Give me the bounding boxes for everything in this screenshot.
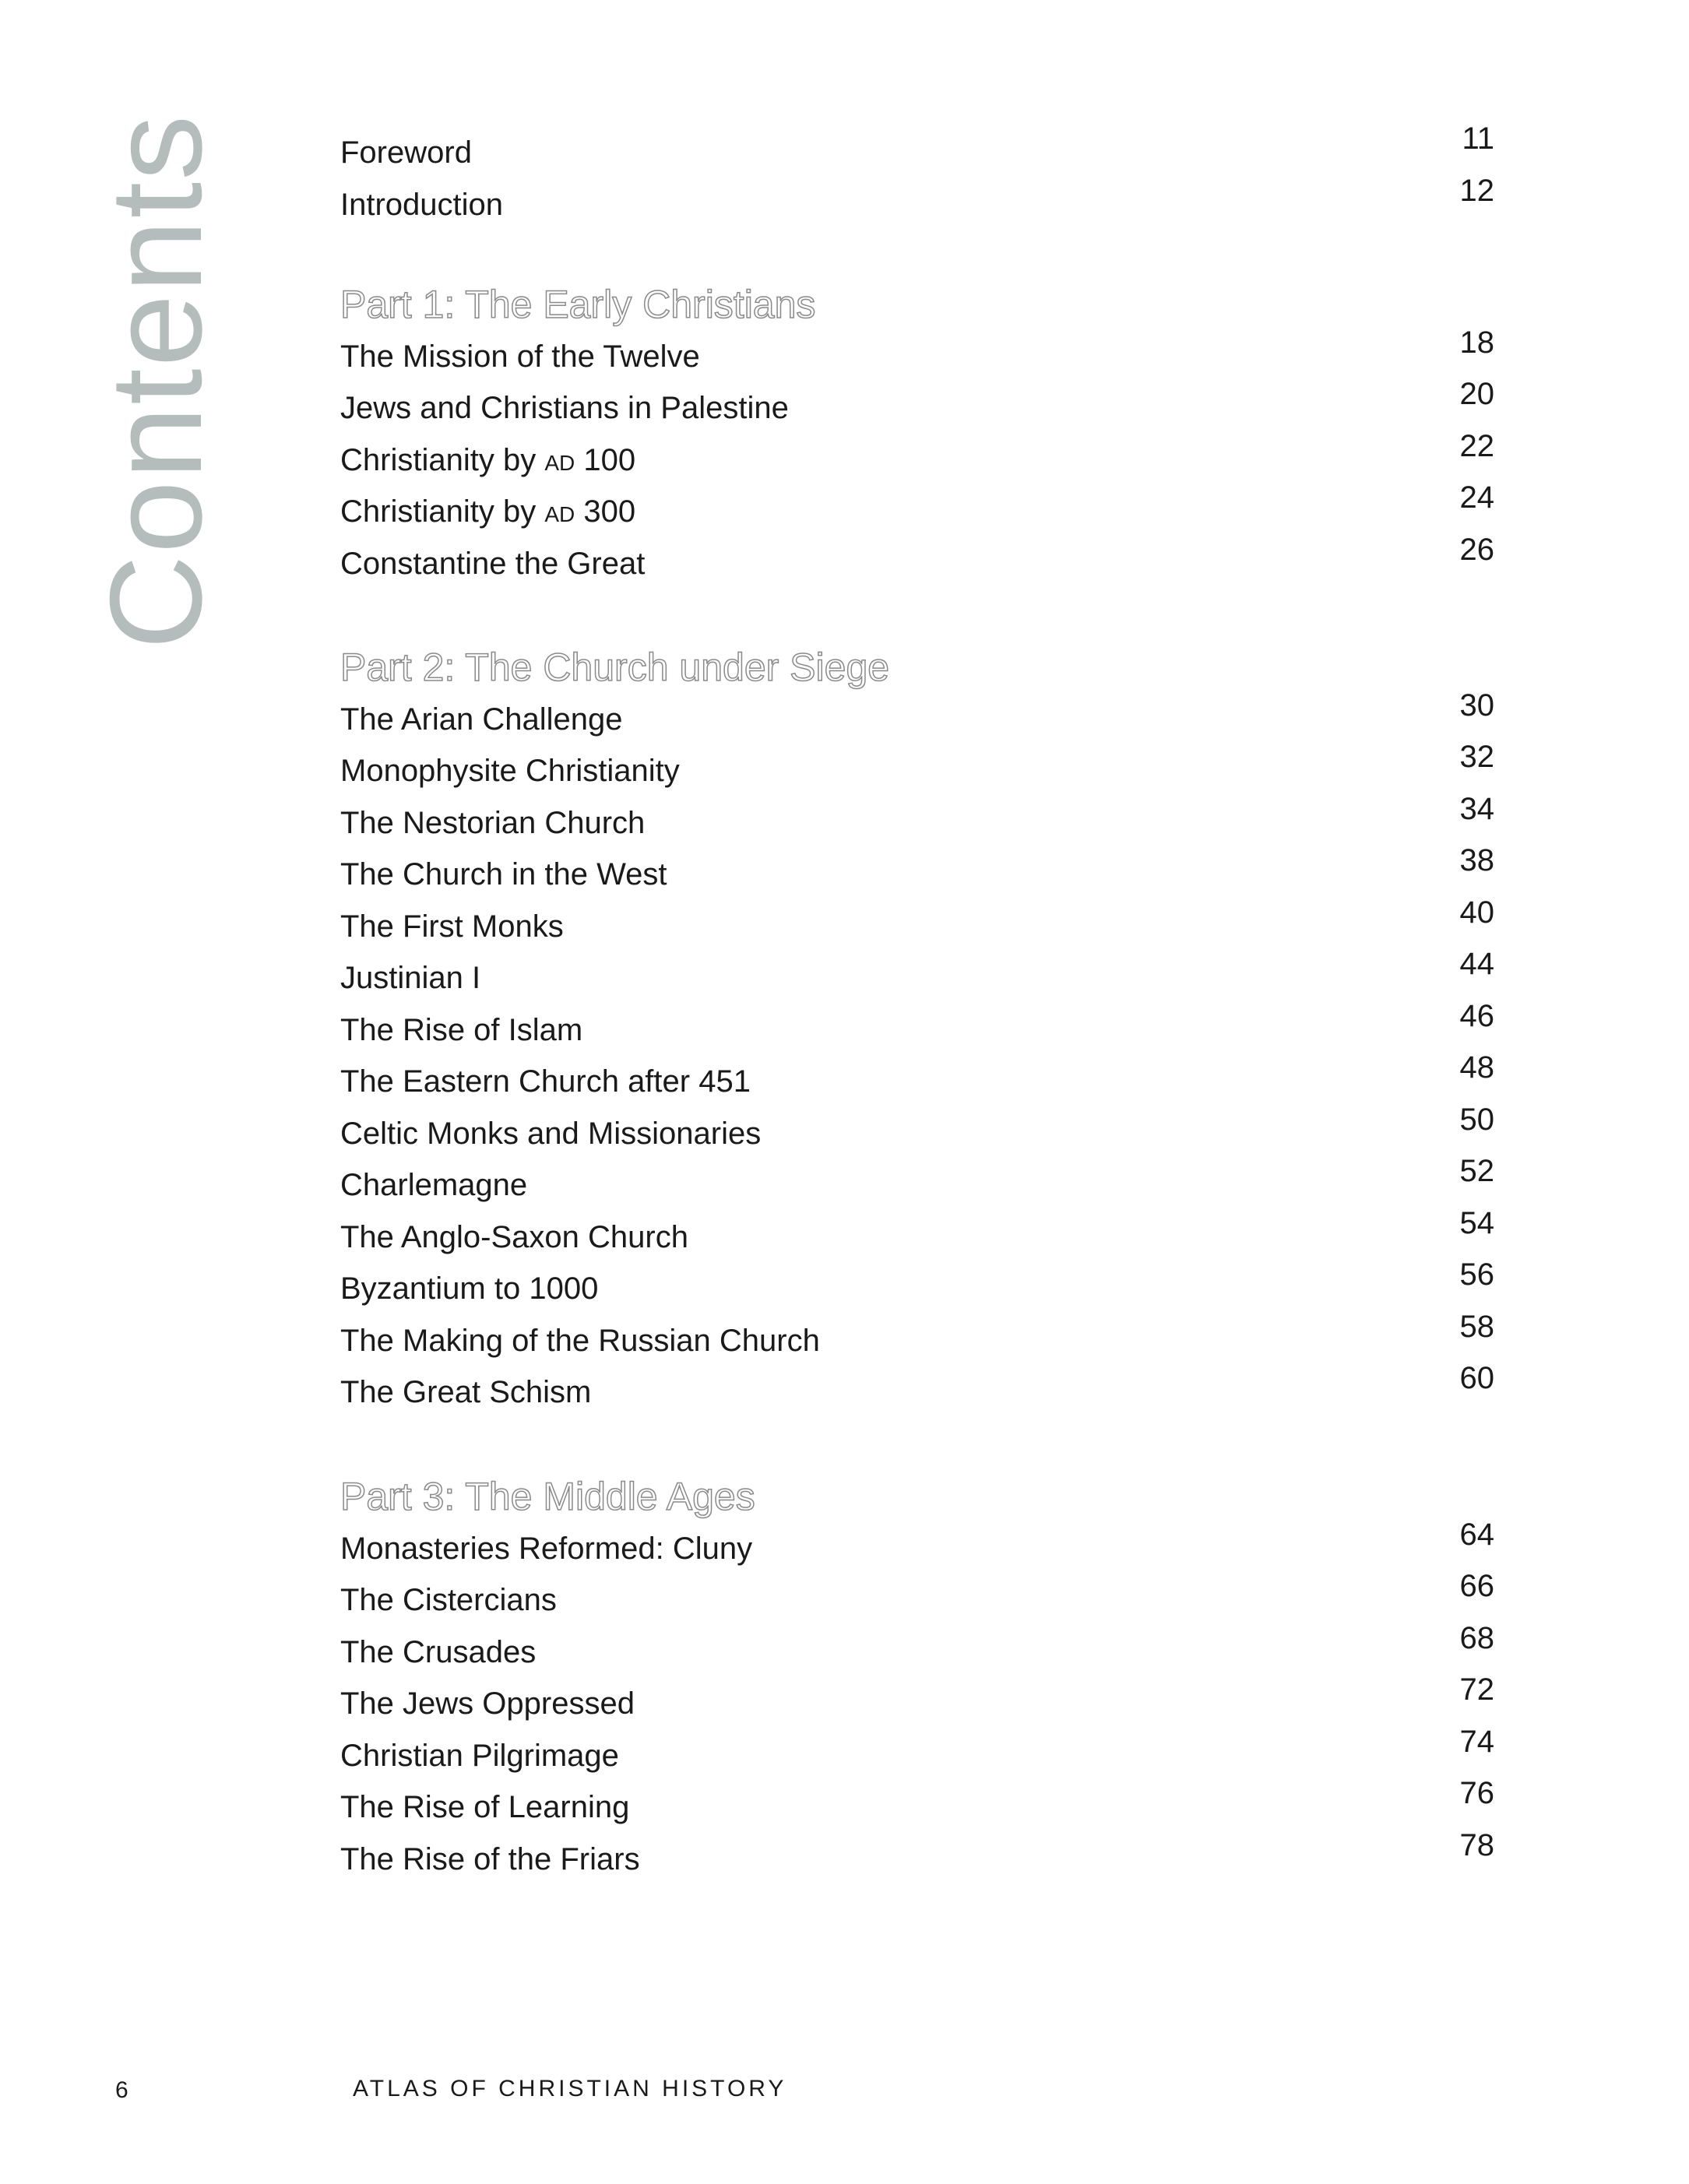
toc-entry <box>340 947 1494 1004</box>
toc-entry <box>340 1672 1494 1730</box>
entry-title: The Making of the Russian Church <box>340 1323 820 1358</box>
toc-entry <box>340 325 1494 383</box>
entry-title: The Nestorian Church <box>340 805 646 840</box>
entry-title: Monophysite Christianity <box>340 754 680 788</box>
book-title: ATLAS OF CHRISTIAN HISTORY <box>353 2076 787 2101</box>
toc-entry <box>340 1569 1494 1627</box>
entry-page-number: 38 <box>1459 843 1494 877</box>
entry-page-number: 58 <box>1459 1309 1494 1344</box>
toc-entry <box>340 1724 1494 1782</box>
entry-title: The Great Schism <box>340 1375 592 1409</box>
contents-heading: Contents <box>83 113 229 650</box>
entry-page-number: 32 <box>1459 740 1494 774</box>
entry-page-number: 64 <box>1459 1517 1494 1552</box>
toc-entry <box>340 1517 1494 1575</box>
entry-page-number: 56 <box>1459 1257 1494 1292</box>
entry-page-number: 72 <box>1459 1672 1494 1707</box>
entry-page-number: 48 <box>1459 1050 1494 1085</box>
entry-page-number: 24 <box>1459 480 1494 515</box>
entry-title: The Church in the West <box>340 857 667 892</box>
entry-title: The Rise of Learning <box>340 1790 630 1824</box>
toc-entry <box>340 895 1494 953</box>
toc-entry <box>340 843 1494 901</box>
entry-title: Celtic Monks and Missionaries <box>340 1116 762 1151</box>
entry-page-number: 30 <box>1459 688 1494 723</box>
entry-title: The Rise of the Friars <box>340 1841 640 1876</box>
entry-page-number: 34 <box>1459 791 1494 826</box>
entry-year: 100 <box>575 442 636 477</box>
entry-title: Jews and Christians in Palestine <box>340 391 789 425</box>
part-1-section <box>340 279 1494 589</box>
entry-title: The Arian Challenge <box>340 702 623 737</box>
toc-entry <box>340 1102 1494 1160</box>
entry-title: Monasteries Reformed: Cluny <box>340 1531 753 1566</box>
entry-page-number: 46 <box>1459 998 1494 1033</box>
entry-title: The Eastern Church after 451 <box>340 1064 751 1099</box>
entry-page-number: 68 <box>1459 1620 1494 1655</box>
entry-page-number: 40 <box>1459 895 1494 930</box>
front-matter <box>340 121 1494 230</box>
toc-entry <box>340 1361 1494 1419</box>
entry-title: The Rise of Islam <box>340 1012 583 1047</box>
toc-entry <box>340 1050 1494 1108</box>
toc-entry <box>340 740 1494 797</box>
entry-page-number: 78 <box>1459 1827 1494 1862</box>
entry-era: AD <box>544 450 575 475</box>
entry-year: 300 <box>575 494 636 529</box>
toc-entry <box>340 1154 1494 1212</box>
entry-page-number: 44 <box>1459 947 1494 981</box>
toc-entry <box>340 791 1494 849</box>
part-2-section <box>340 642 1494 1419</box>
entry-title-text: Christianity by <box>340 442 545 477</box>
entry-title: The First Monks <box>340 909 564 944</box>
entry-page-number: 52 <box>1459 1154 1494 1188</box>
part-3-section <box>340 1471 1494 1885</box>
toc-entry <box>340 998 1494 1057</box>
entry-title: The Anglo-Saxon Church <box>340 1219 688 1254</box>
entry-title: The Crusades <box>340 1634 537 1669</box>
entry-page-number: 66 <box>1459 1569 1494 1603</box>
toc-entry <box>340 480 1494 538</box>
entry-title: Charlemagne <box>340 1168 528 1202</box>
entry-page-number: 22 <box>1459 428 1494 463</box>
toc-entry <box>340 688 1494 746</box>
toc-entry <box>340 1776 1494 1834</box>
entry-title: The Jews Oppressed <box>340 1686 635 1721</box>
toc-entry <box>340 173 1494 231</box>
entry-title <box>340 434 635 490</box>
entry-page-number: 60 <box>1459 1361 1494 1395</box>
entry-title: Byzantium to 1000 <box>340 1271 599 1306</box>
entry-page-number: 54 <box>1459 1205 1494 1240</box>
part-heading: Part 1: The Early Christians <box>340 283 816 326</box>
entry-title <box>340 486 635 541</box>
entry-page-number: 11 <box>1462 121 1494 156</box>
entry-page-number: 26 <box>1459 532 1494 567</box>
entry-page-number: 50 <box>1459 1102 1494 1137</box>
toc-entry <box>340 1620 1494 1679</box>
entry-page-number: 20 <box>1459 377 1494 411</box>
entry-title: Constantine the Great <box>340 546 646 581</box>
entry-title: The Mission of the Twelve <box>340 339 700 374</box>
entry-title: The Cistercians <box>340 1583 557 1617</box>
entry-title: Christian Pilgrimage <box>340 1738 619 1773</box>
toc-entry <box>340 532 1494 590</box>
entry-title: Introduction <box>340 187 504 222</box>
toc-entry <box>340 428 1494 487</box>
entry-page-number: 74 <box>1459 1724 1494 1759</box>
entry-page-number: 76 <box>1459 1776 1494 1810</box>
page-number: 6 <box>115 2077 128 2103</box>
toc-entry <box>340 377 1494 434</box>
entry-title-text: Christianity by <box>340 494 545 529</box>
toc-entry <box>340 1257 1494 1315</box>
toc-entry <box>340 1309 1494 1367</box>
part-heading: Part 3: The Middle Ages <box>340 1475 755 1518</box>
entry-page-number: 18 <box>1459 325 1494 360</box>
entry-title: Justinian I <box>340 961 481 995</box>
entry-page-number: 12 <box>1459 173 1494 208</box>
toc-entry <box>340 121 1494 179</box>
toc-entry <box>340 1205 1494 1264</box>
toc-entry <box>340 1827 1494 1886</box>
entry-era: AD <box>544 502 575 526</box>
entry-title: Foreword <box>340 135 472 170</box>
part-heading: Part 2: The Church under Siege <box>340 645 890 689</box>
